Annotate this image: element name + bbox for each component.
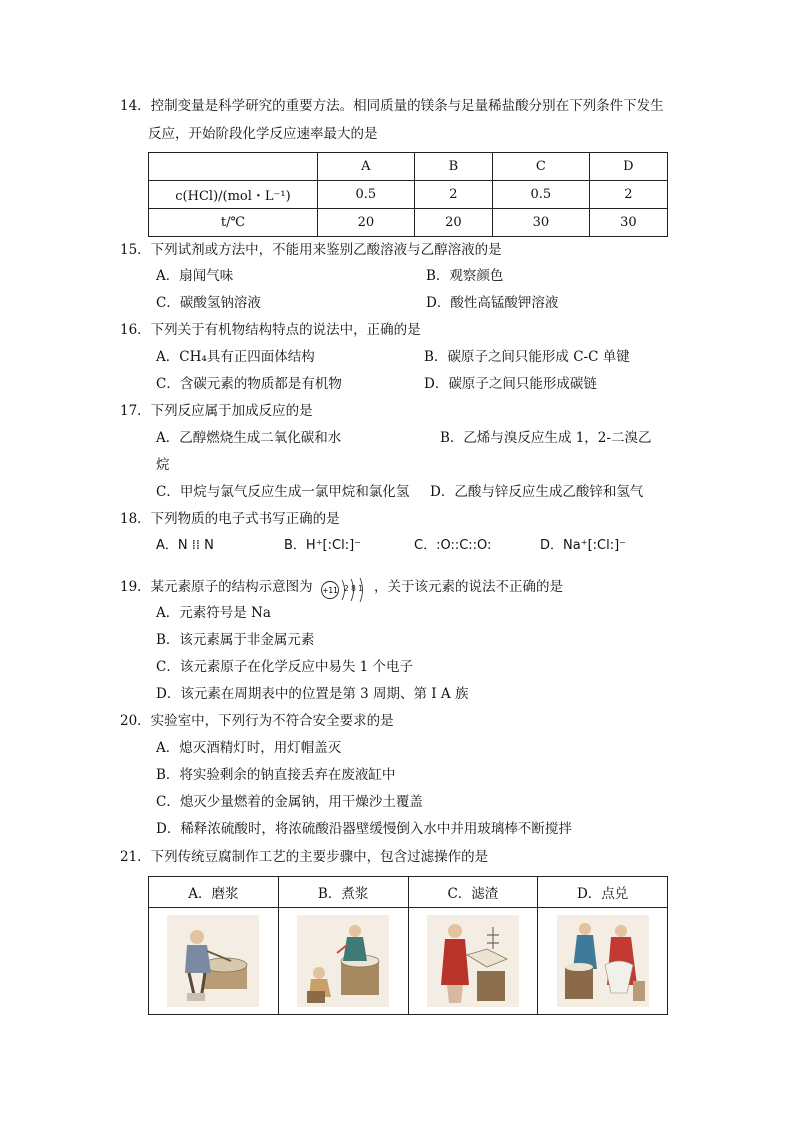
atom-nucleus-label: +11 [322, 586, 338, 595]
q20-option-b: B．将实验剩余的钠直接丢弃在废液缸中 [156, 767, 396, 783]
question-14-line1: 14．控制变量是科学研究的重要方法。相同质量的镁条与足量稀盐酸分别在下列条件下发生 [120, 98, 664, 114]
q16-option-a: A．CH₄具有正四面体结构 [156, 349, 315, 365]
question-21-stem: 21．下列传统豆腐制作工艺的主要步骤中，包含过滤操作的是 [120, 849, 489, 865]
q16-option-c: C．含碳元素的物质都是有机物 [156, 376, 342, 392]
q17-option-d: D．乙酸与锌反应生成乙酸锌和氢气 [430, 484, 644, 500]
question-18-stem: 18．下列物质的电子式书写正确的是 [120, 511, 340, 527]
q17-option-c: C．甲烷与氯气反应生成一氯甲烷和氯化氢 [156, 484, 410, 500]
question-15-stem: 15．下列试剂或方法中，不能用来鉴别乙酸溶液与乙醇溶液的是 [120, 242, 502, 258]
question-14-line2: 反应，开始阶段化学反应速率最大的是 [148, 126, 378, 142]
question-19-stem-post: ，关于该元素的说法不正确的是 [374, 579, 563, 595]
q20-option-a: A．熄灭酒精灯时，用灯帽盖灭 [156, 740, 342, 756]
question-20-stem: 20．实验室中，下列行为不符合安全要求的是 [120, 713, 394, 729]
q15-option-d: D．酸性高锰酸钾溶液 [426, 295, 559, 311]
grinding-illustration [167, 915, 259, 1007]
q19-option-b: B．该元素属于非金属元素 [156, 632, 315, 648]
q17-option-a: A．乙醇燃烧生成二氧化碳和水 [156, 430, 342, 446]
q17-option-b-cont: 烷 [156, 457, 170, 473]
coagulating-illustration [557, 915, 649, 1007]
q19-option-d: D．该元素在周期表中的位置是第 3 周期、第 Ⅰ A 族 [156, 686, 469, 702]
table-row: c(HCl)/(mol・L⁻¹) 0.5 2 0.5 2 [149, 181, 668, 209]
question-14-table [148, 152, 668, 237]
q15-option-a: A．扇闻气味 [156, 268, 234, 284]
q18-option-d: D．Na⁺[:Cl:]⁻ [540, 538, 627, 553]
boiling-illustration [297, 915, 389, 1007]
q15-option-c: C．碳酸氢钠溶液 [156, 295, 261, 311]
table-row: A B C D [149, 153, 668, 181]
q19-option-c: C．该元素原子在化学反应中易失 1 个电子 [156, 659, 414, 675]
question-21-table [148, 876, 668, 1015]
q17-option-b: B．乙烯与溴反应生成 1，2-二溴乙 [440, 430, 652, 446]
q18-option-b: B．H⁺[:Cl:]⁻ [284, 538, 362, 553]
q16-option-b: B．碳原子之间只能形成 C-C 单键 [424, 349, 630, 365]
q18-option-a: A．N ⁞⁞ N [156, 538, 214, 553]
q15-option-b: B．观察颜色 [426, 268, 504, 284]
q18-option-c: C．:O::C::O: [414, 538, 492, 553]
table-row: t/℃ 20 20 30 30 [149, 209, 668, 237]
q20-option-d: D．稀释浓硫酸时，将浓硫酸沿器壁缓慢倒入水中并用玻璃棒不断搅拌 [156, 821, 572, 837]
question-16-stem: 16．下列关于有机物结构特点的说法中，正确的是 [120, 322, 421, 338]
question-17-stem: 17．下列反应属于加成反应的是 [120, 403, 313, 419]
atom-shell-electrons: 2 8 1 [344, 584, 364, 593]
table-row: A．磨浆 B．煮浆 C．滤渣 D．点兑 [149, 877, 668, 908]
table-row [149, 908, 668, 1015]
q19-option-a: A．元素符号是 Na [156, 605, 271, 621]
question-19-stem-pre: 19．某元素原子的结构示意图为 [120, 579, 313, 595]
q16-option-d: D．碳原子之间只能形成碳链 [424, 376, 597, 392]
q20-option-c: C．熄灭少量燃着的金属钠，用干燥沙土覆盖 [156, 794, 423, 810]
filtering-illustration [427, 915, 519, 1007]
